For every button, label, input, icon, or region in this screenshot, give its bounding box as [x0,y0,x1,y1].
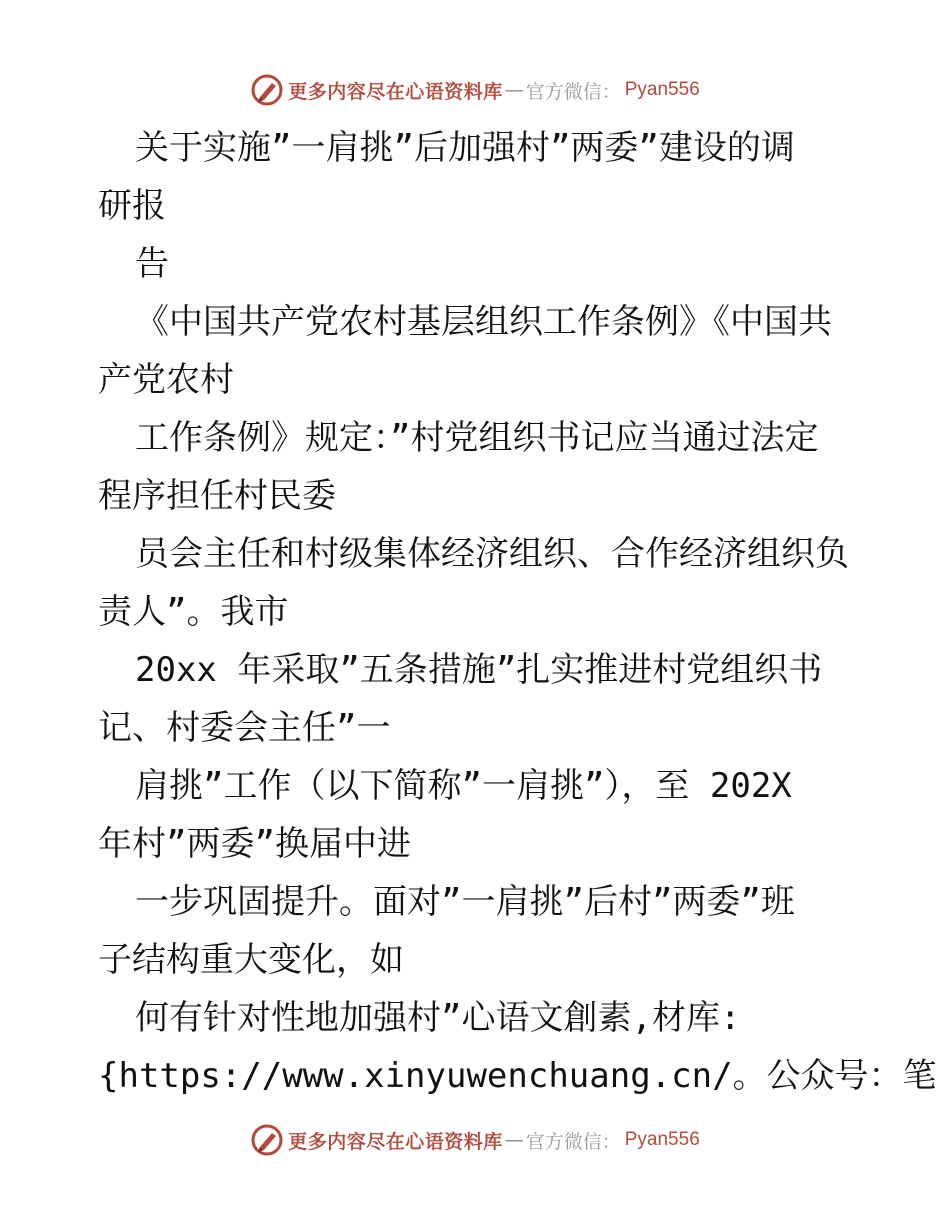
banner-text: 更多内容尽在心语资料库 [288,1130,503,1153]
banner-wechat-label: 官方微信： [525,80,621,103]
body-line: 研报 [98,186,166,226]
body-line: 年村”两委”换届中进 [98,824,411,864]
body-line: 《中国共产党农村基层组织工作条例》《中国共 [135,302,832,342]
body-line: 一步巩固提升。面对”一肩挑”后村”两委”班 [135,882,795,922]
body-line: 肩挑”工作（以下简称”一肩挑”），至 202X [135,766,792,806]
banner-dash: — [504,79,524,101]
banner-wechat-id: Pyan556 [624,1129,700,1150]
banner-wechat-id: Pyan556 [624,79,700,100]
body-line: 记、村委会主任”一 [98,708,391,748]
header-banner [0,70,950,110]
body-line: 责人”。我市 [98,592,289,632]
body-line: 程序担任村民委 [98,476,336,516]
body-line: 何有针对性地加强村”心语文創素,材库: [135,998,741,1038]
banner-text: 更多内容尽在心语资料库 [288,80,503,103]
body-line: 关于实施”一肩挑”后加强村”两委”建设的调 [135,128,795,168]
body-line: 告 [135,244,169,284]
body-line: {https://www.xinyuwenchuang.cn/。公众号：笔 [98,1056,937,1096]
banner-dash: — [504,1129,524,1151]
footer-banner [0,1120,950,1160]
body-line: 工作条例》规定：”村党组织书记应当通过法定 [135,418,819,458]
banner-wechat-label: 官方微信： [525,1130,621,1153]
pen-logo-icon [250,73,284,107]
body-line: 子结构重大变化，如 [98,940,404,980]
body-line: 20xx 年采取”五条措施”扎实推进村党组织书 [135,650,823,690]
body-line: 产党农村 [98,360,234,400]
body-line: 员会主任和村级集体经济组织、合作经济组织负 [135,534,849,574]
pen-logo-icon [250,1123,284,1157]
